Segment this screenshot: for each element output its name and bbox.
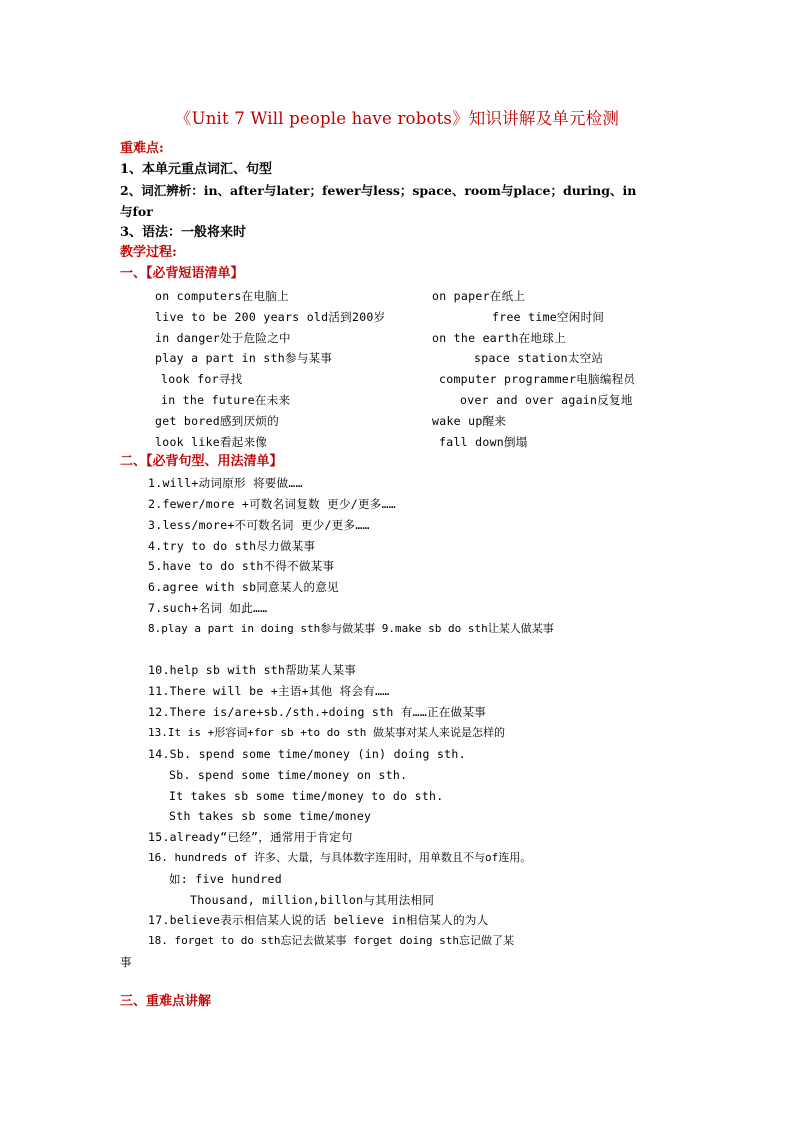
section-heading-explanation bbox=[120, 993, 211, 1011]
pattern-line: 14.Sb. spend some time/money (in) doing sth. bbox=[148, 747, 466, 761]
pattern-line: 15.already“已经”，通常用于肯定句 bbox=[148, 830, 353, 844]
section-label: 重难点讲解 bbox=[146, 994, 212, 1009]
phrase-left: look for寻找 bbox=[161, 372, 243, 386]
pattern-line: 10.help sb with sth帮助某人某事 bbox=[148, 663, 357, 677]
process-heading: 教学过程: bbox=[120, 245, 177, 260]
pattern-line: 6.agree with sb同意某人的意见 bbox=[148, 580, 339, 594]
phrase-left: in the future在未来 bbox=[161, 393, 291, 407]
key-points-heading: 重难点: bbox=[120, 141, 164, 156]
phrase-left: play a part in sth参与某事 bbox=[155, 351, 333, 365]
phrase-right: fall down倒塌 bbox=[439, 435, 528, 449]
phrase-left: in danger处于危险之中 bbox=[155, 331, 291, 345]
section-heading-patterns bbox=[120, 453, 283, 471]
pattern-line: Sb. spend some time/money on sth. bbox=[169, 768, 408, 782]
phrase-right: over and over again反复地 bbox=[460, 393, 633, 407]
pattern-line: 12.There is/are+sb./sth.+doing sth 有……正在做某事 bbox=[148, 705, 487, 719]
pattern-line: It takes sb some time/money to do sth. bbox=[169, 789, 444, 803]
page-title: 《Unit 7 Will people have robots》知识讲解及单元检测 bbox=[174, 109, 620, 128]
key-point-item: 3、语法：一般将来时 bbox=[120, 225, 247, 240]
section-number: 三、 bbox=[120, 994, 147, 1009]
pattern-line: 如: five hundred bbox=[169, 872, 282, 886]
pattern-line: 8.play a part in doing sth参与做某事 9.make sb do sth让某人做某事 bbox=[148, 622, 554, 635]
pattern-line: 1.will+动词原形 将要做…… bbox=[148, 476, 303, 490]
pattern-line: Thousand, million,billon与其用法相同 bbox=[190, 893, 435, 907]
pattern-line: Sth takes sb some time/money bbox=[169, 809, 372, 823]
phrase-left: get bored感到厌烦的 bbox=[155, 414, 280, 428]
section-heading-phrases bbox=[120, 265, 244, 283]
pattern-line: 7.such+名词 如此…… bbox=[148, 601, 268, 615]
phrase-right: free time空闲时间 bbox=[492, 310, 605, 324]
section-label: 【必背句型、用法清单】 bbox=[146, 454, 283, 469]
section-number: 二、 bbox=[120, 454, 147, 469]
pattern-line: 17.believe表示相信某人说的话 believe in相信某人的为人 bbox=[148, 913, 489, 927]
pattern-line: 2.fewer/more +可数名词复数 更少/更多…… bbox=[148, 497, 397, 511]
key-point-item: 2、词汇辨析：in、after与later；fewer与less；space、room与place；during、in bbox=[120, 183, 637, 198]
pattern-line: 5.have to do sth不得不做某事 bbox=[148, 559, 335, 573]
key-point-item: 1、本单元重点词汇、句型 bbox=[120, 162, 273, 177]
section-label: 【必背短语清单】 bbox=[146, 266, 244, 281]
phrase-left: live to be 200 years old活到200岁 bbox=[155, 310, 386, 324]
phrase-right: on paper在纸上 bbox=[432, 289, 526, 303]
phrase-left: on computers在电脑上 bbox=[155, 289, 289, 303]
pattern-line: 18. forget to do sth忘记去做某事 forget doing sth忘记做了某 bbox=[148, 934, 515, 947]
phrase-right: computer programmer电脑编程员 bbox=[439, 372, 636, 386]
pattern-line: 16. hundreds of 许多、大量，与具体数字连用时，用单数且不与of连用。 bbox=[148, 851, 532, 864]
pattern-line: 4.try to do sth尽力做某事 bbox=[148, 539, 316, 553]
pattern-line: 3.less/more+不可数名词 更少/更多…… bbox=[148, 518, 370, 532]
phrase-right: space station太空站 bbox=[474, 351, 604, 365]
phrase-left: look like看起来像 bbox=[155, 435, 268, 449]
key-point-item: 与for bbox=[120, 204, 153, 219]
pattern-line: 11.There will be +主语+其他 将会有…… bbox=[148, 684, 390, 698]
section-number: 一、 bbox=[120, 266, 147, 281]
phrase-right: on the earth在地球上 bbox=[432, 331, 566, 345]
pattern-line: 事 bbox=[120, 955, 132, 969]
phrase-right: wake up醒来 bbox=[432, 414, 507, 428]
pattern-line: 13.It is +形容词+for sb +to do sth 做某事对某人来说是怎样的 bbox=[148, 726, 506, 739]
